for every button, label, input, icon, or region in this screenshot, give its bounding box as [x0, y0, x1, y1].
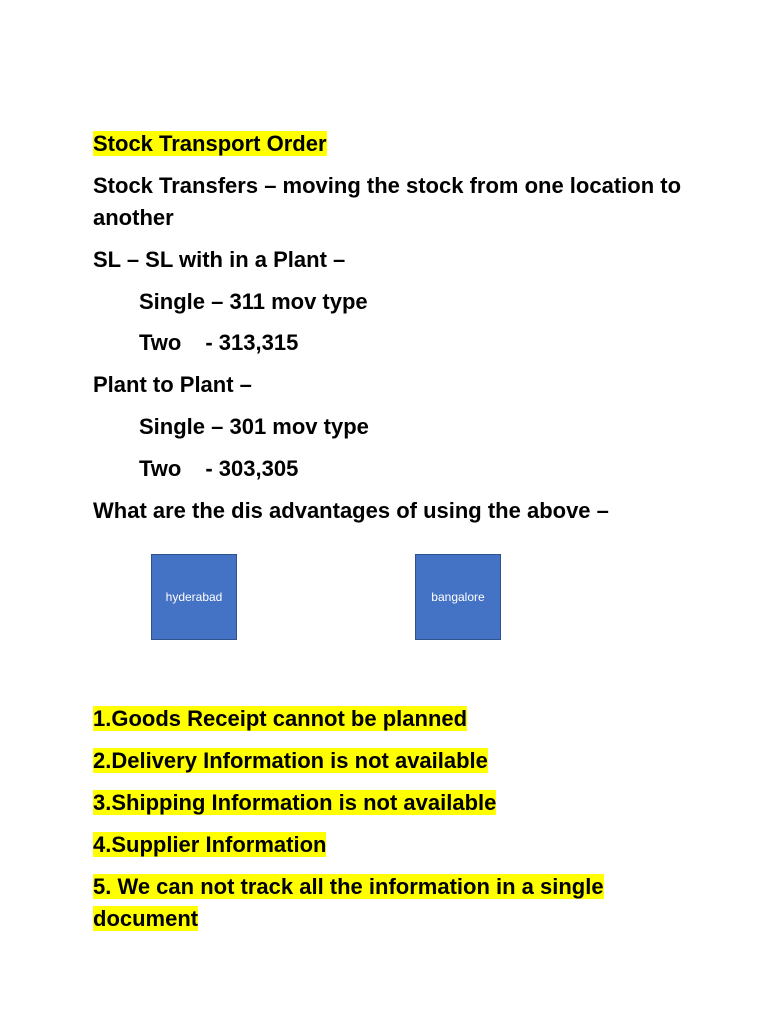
box-hyderabad-label: hyderabad	[165, 590, 223, 604]
plant-single: Single – 301 mov type	[139, 414, 369, 439]
intro-text: Stock Transfers – moving the stock from one location to another	[93, 173, 682, 230]
plant-two-value: - 303,305	[205, 456, 299, 481]
sl-two-value: - 313,315	[205, 330, 299, 355]
sl-heading: SL – SL with in a Plant –	[93, 247, 346, 272]
plant-heading: Plant to Plant –	[93, 372, 252, 397]
sl-single: Single – 311 mov type	[139, 289, 368, 314]
point-2-text: 2.Delivery Information is not available	[93, 748, 488, 773]
sl-two-label: Two	[139, 330, 182, 355]
document-title: Stock Transport Order	[93, 131, 327, 156]
box-bangalore-label: bangalore	[431, 590, 485, 604]
box-hyderabad	[151, 554, 237, 640]
point-2	[93, 745, 488, 777]
point-1-text: 1.Goods Receipt cannot be planned	[93, 706, 468, 731]
point-4-text: 4.Supplier Information	[93, 832, 327, 857]
plant-two	[139, 453, 298, 485]
title-line	[93, 128, 327, 160]
question-text: What are the dis advantages of using the above –	[93, 498, 609, 523]
plant-two-label: Two	[139, 456, 182, 481]
point-3	[93, 787, 496, 819]
point-5-text-2: document	[93, 906, 199, 931]
point-5-text-1: 5. We can not track all the information in a single	[93, 874, 604, 899]
point-5-line-2	[93, 903, 198, 935]
point-1	[93, 703, 467, 735]
point-5-line-1	[93, 871, 604, 903]
sl-two	[139, 327, 298, 359]
box-bangalore	[415, 554, 501, 640]
point-3-text: 3.Shipping Information is not available	[93, 790, 497, 815]
point-4	[93, 829, 326, 861]
